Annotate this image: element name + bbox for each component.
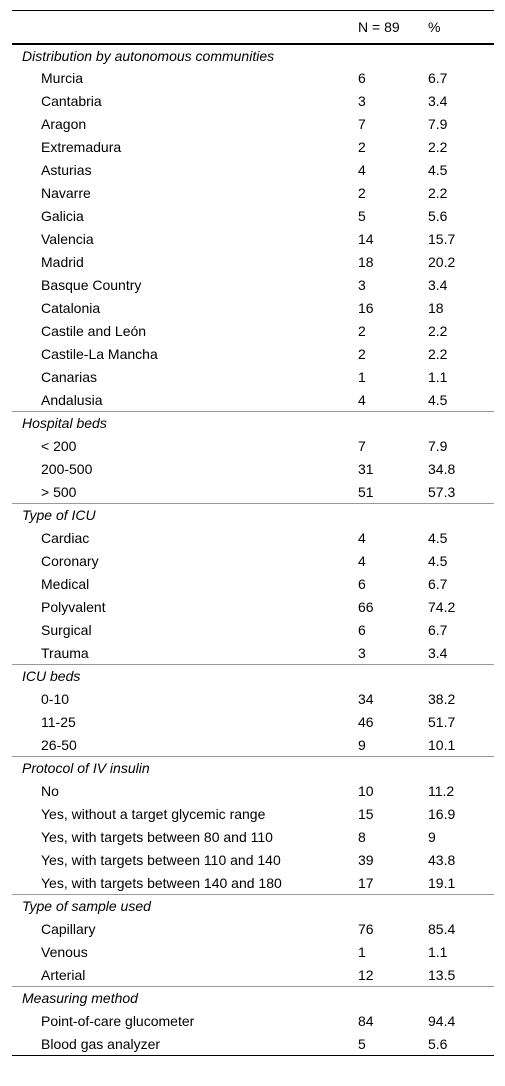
row-percent: 15.7	[428, 231, 456, 247]
section-header-row	[12, 504, 494, 527]
row-label: Capillary	[41, 921, 96, 937]
row-label: Asturias	[41, 162, 92, 178]
table-body	[12, 44, 494, 1056]
table-row	[12, 90, 494, 113]
row-count: 34	[358, 691, 374, 707]
row-percent: 1.1	[428, 944, 448, 960]
row-percent: 5.6	[428, 1033, 494, 1056]
row-label: Coronary	[41, 553, 99, 569]
row-count: 51	[358, 483, 374, 500]
table-row	[12, 550, 494, 573]
row-count: 4	[358, 530, 366, 546]
section-header-row	[12, 665, 494, 688]
section-title: Type of ICU	[12, 504, 494, 527]
row-percent: 74.2	[428, 599, 456, 615]
row-label: Arterial	[41, 966, 86, 983]
row-percent: 11.2	[428, 783, 455, 799]
row-count: 46	[358, 714, 374, 730]
row-percent: 2.2	[428, 185, 448, 201]
row-count: 1	[358, 944, 366, 960]
row-label: Extremadura	[41, 139, 122, 155]
row-count: 14	[358, 231, 374, 247]
row-label: 0-10	[41, 691, 70, 707]
table-row	[12, 320, 494, 343]
row-count: 8	[358, 829, 366, 845]
section-header-row	[12, 44, 494, 67]
row-count: 3	[358, 93, 366, 109]
table-row	[12, 458, 494, 481]
header-n: N = 89	[358, 11, 428, 44]
row-label: 26-50	[41, 736, 77, 753]
table-row	[12, 366, 494, 389]
row-percent: 43.8	[428, 852, 456, 868]
row-label: Castile and León	[41, 323, 147, 339]
row-count: 15	[358, 806, 374, 822]
row-percent: 6.7	[428, 576, 448, 592]
row-label: < 200	[41, 438, 77, 454]
row-count: 31	[358, 461, 374, 477]
row-percent: 51.7	[428, 714, 456, 730]
row-label: Cantabria	[41, 93, 102, 109]
row-count: 7	[358, 438, 366, 454]
row-label: Valencia	[41, 231, 94, 247]
row-percent: 3.4	[428, 93, 448, 109]
table-row	[12, 1010, 494, 1033]
table-row	[12, 573, 494, 596]
row-count: 2	[358, 139, 366, 155]
row-percent: 57.3	[428, 483, 456, 500]
row-count: 6	[358, 576, 366, 592]
row-count: 66	[358, 599, 374, 615]
table-row	[12, 343, 494, 366]
row-count: 9	[358, 736, 366, 753]
row-count: 5	[358, 208, 366, 224]
row-percent: 4.5	[428, 530, 448, 546]
table-row	[12, 159, 494, 182]
row-percent: 2.2	[428, 139, 448, 155]
row-label: Murcia	[41, 70, 84, 86]
table-row	[12, 274, 494, 297]
row-label: Point-of-care glucometer	[41, 1013, 195, 1029]
table-row	[12, 205, 494, 228]
row-label: > 500	[41, 483, 77, 500]
table-row	[12, 964, 494, 987]
table-row	[12, 872, 494, 895]
row-percent: 85.4	[428, 921, 456, 937]
table-row	[12, 780, 494, 803]
header-label	[12, 11, 358, 44]
row-label: Catalonia	[41, 300, 101, 316]
table-row	[12, 182, 494, 205]
table-row	[12, 826, 494, 849]
row-label: Venous	[41, 944, 88, 960]
row-percent: 38.2	[428, 691, 456, 707]
row-percent: 7.9	[428, 438, 448, 454]
table-row	[12, 642, 494, 665]
row-count: 84	[358, 1013, 374, 1029]
row-label: Aragon	[41, 116, 87, 132]
row-label: Medical	[41, 576, 90, 592]
section-title: Measuring method	[12, 987, 494, 1010]
row-label: Navarre	[41, 185, 91, 201]
row-percent: 3.4	[428, 644, 448, 661]
table-row	[12, 803, 494, 826]
row-percent: 16.9	[428, 806, 456, 822]
table-row	[12, 228, 494, 251]
row-percent: 20.2	[428, 254, 456, 270]
table-row	[12, 136, 494, 159]
row-count: 3	[358, 644, 366, 661]
row-label: 11-25	[41, 714, 76, 730]
section-title: ICU beds	[12, 665, 494, 688]
row-count: 16	[358, 300, 374, 316]
table-row	[12, 849, 494, 872]
row-count: 1	[358, 369, 366, 385]
row-label: Cardiac	[41, 530, 90, 546]
row-percent: 4.5	[428, 391, 448, 408]
row-percent: 34.8	[428, 461, 456, 477]
row-percent: 6.7	[428, 622, 448, 638]
row-label: Trauma	[41, 644, 89, 661]
row-percent: 4.5	[428, 162, 448, 178]
row-count: 39	[358, 852, 374, 868]
row-label: Andalusia	[41, 391, 103, 408]
row-label: Yes, with targets between 80 and 110	[41, 829, 273, 845]
row-label: Yes, with targets between 110 and 140	[41, 852, 281, 868]
row-label: 200-500	[41, 461, 93, 477]
row-label: Blood gas analyzer	[12, 1033, 358, 1056]
row-count: 3	[358, 277, 366, 293]
section-title: Hospital beds	[12, 412, 494, 435]
row-percent: 2.2	[428, 323, 448, 339]
row-label: Madrid	[41, 254, 84, 270]
row-count: 6	[358, 70, 366, 86]
data-table	[12, 10, 494, 1056]
row-count: 17	[358, 874, 374, 891]
row-label: Canarias	[41, 369, 98, 385]
row-label: Surgical	[41, 622, 92, 638]
row-percent: 4.5	[428, 553, 448, 569]
table-row	[12, 918, 494, 941]
table-row	[12, 711, 494, 734]
section-header-row	[12, 412, 494, 435]
row-count: 2	[358, 185, 366, 201]
row-percent: 1.1	[428, 369, 448, 385]
section-header-row	[12, 987, 494, 1010]
row-count: 18	[358, 254, 374, 270]
table-row	[12, 435, 494, 458]
row-count: 12	[358, 966, 374, 983]
row-count: 2	[358, 323, 366, 339]
table-row	[12, 941, 494, 964]
row-percent: 94.4	[428, 1013, 456, 1029]
table-row	[12, 734, 494, 757]
row-count: 10	[358, 783, 374, 799]
row-label: Polyvalent	[41, 599, 106, 615]
row-count: 2	[358, 346, 366, 362]
row-percent: 19.1	[428, 874, 456, 891]
section-header-row	[12, 757, 494, 780]
table-row	[12, 113, 494, 136]
table-row	[12, 527, 494, 550]
table-row	[12, 688, 494, 711]
row-percent: 6.7	[428, 70, 448, 86]
row-label: Castile-La Mancha	[41, 346, 158, 362]
table-row	[12, 619, 494, 642]
row-label: No	[41, 783, 59, 799]
row-count: 4	[358, 162, 366, 178]
row-percent: 13.5	[428, 966, 456, 983]
row-count: 7	[358, 116, 366, 132]
row-percent: 7.9	[428, 116, 448, 132]
row-percent: 3.4	[428, 277, 448, 293]
section-title: Type of sample used	[12, 895, 494, 918]
header-percent: %	[428, 11, 494, 44]
row-count: 76	[358, 921, 374, 937]
row-label: Yes, with targets between 140 and 180	[41, 874, 282, 891]
row-label: Yes, without a target glycemic range	[41, 806, 266, 822]
table-row	[12, 389, 494, 412]
row-label: Basque Country	[41, 277, 142, 293]
row-percent: 10.1	[428, 736, 456, 753]
section-title: Protocol of IV insulin	[12, 757, 494, 780]
table-row	[12, 67, 494, 90]
table-row	[12, 297, 494, 320]
row-percent: 2.2	[428, 346, 448, 362]
header-row	[12, 11, 494, 44]
row-count: 4	[358, 391, 366, 408]
row-percent: 9	[428, 829, 436, 845]
table-container	[12, 10, 494, 1056]
section-header-row	[12, 895, 494, 918]
section-title: Distribution by autonomous communities	[22, 47, 275, 64]
table-row	[12, 481, 494, 504]
row-label: Galicia	[41, 208, 84, 224]
row-count: 4	[358, 553, 366, 569]
table-row	[12, 251, 494, 274]
row-count: 6	[358, 622, 366, 638]
row-count: 5	[358, 1033, 428, 1056]
row-percent: 5.6	[428, 208, 448, 224]
table-row	[12, 1033, 494, 1056]
table-row	[12, 596, 494, 619]
row-percent: 18	[428, 300, 444, 316]
